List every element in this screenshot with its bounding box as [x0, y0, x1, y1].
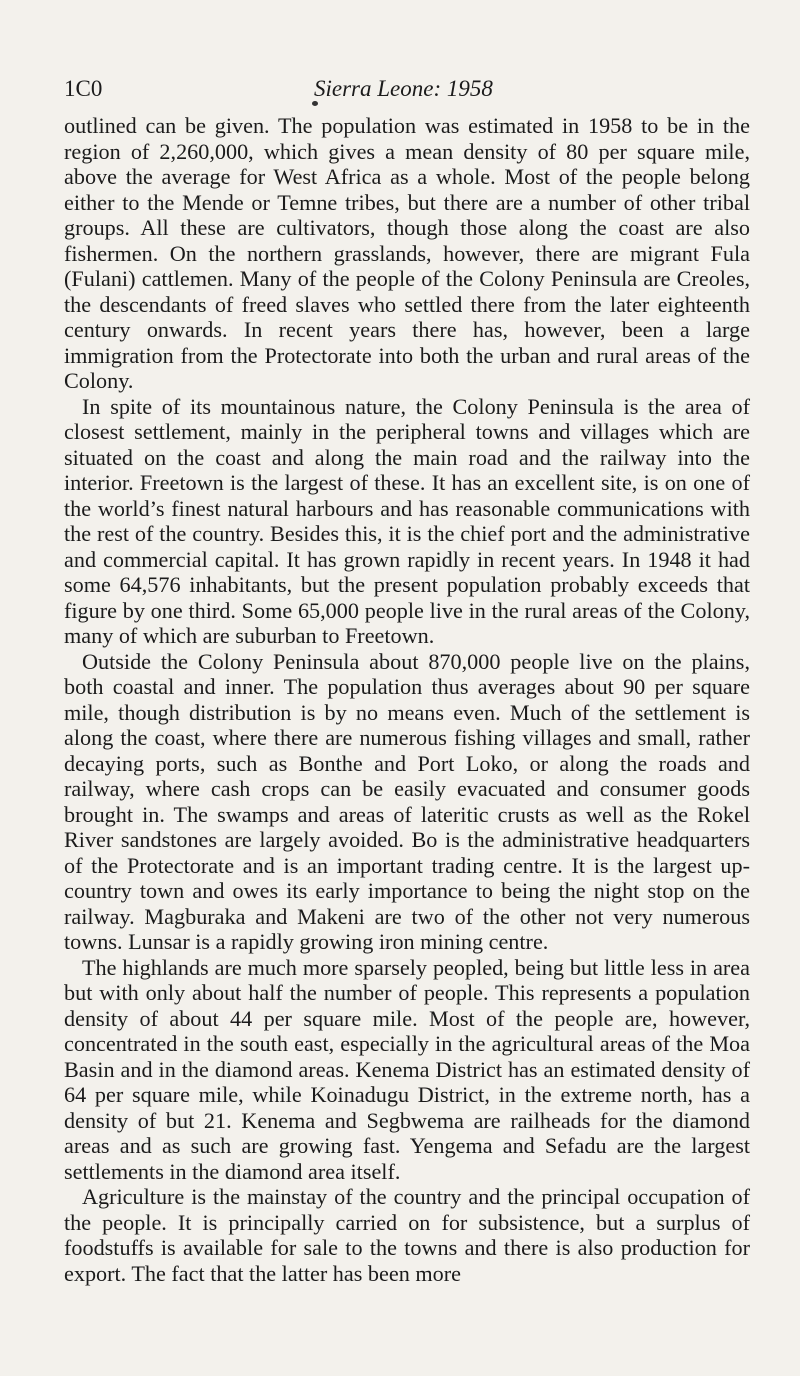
body-text: [64, 113, 750, 1286]
paragraph-colony-peninsula: In spite of its mountainous nature, the Colony Peninsula is the area of closest settlement, mainly in the peripheral towns and villages which are situated on the coast and along the main road and the railway into the interior. Freetown is the largest of these. It has an excellent site, is on one of the world’s finest natural harbours and has reasonable communications with the rest of the country. Besides this, it is the chief port and the administrative and commercial capital. It has grown rapidly in recent years. In 1948 it had some 64,576 inhabitants, but the present population probably exceeds that figure by one third. Some 65,000 people live in the rural areas of the Colony, many of which are suburban to Freetown.: [64, 393, 750, 648]
page-number: 1C0: [64, 76, 103, 101]
paragraph-agriculture: Agriculture is the mainstay of the country and the principal occupation of the people. It is principally carried on for subsistence, but a surplus of foodstuffs is available for sale to the towns and there is also production for export. The fact that the latter has been more: [64, 1184, 750, 1286]
paragraph-plains: Outside the Colony Peninsula about 870,000 people live on the plains, both coastal and inner. The population thus averages about 90 per square mile, though distribution is by no means even. Much of the settlement is along the coast, where there are numerous fishing villages and small, rather decaying ports, such as Bonthe and Port Loko, or along the roads and railway, where cash crops can be easily evacuated and consumer goods brought in. The swamps and areas of lateritic crusts as well as the Rokel River sandstones are largely avoided. Bo is the administrative headquarters of the Protectorate and is an important trading centre. It is the largest up-country town and owes its early importance to being the night stop on the railway. Magburaka and Makeni are two of the other not very numerous towns. Lunsar is a rapidly growing iron mining centre.: [64, 648, 750, 954]
running-title: Sierra Leone: 1958: [314, 76, 493, 101]
print-speck: [312, 101, 318, 106]
paragraph-population: outlined can be given. The population was estimated in 1958 to be in the region of 2,260,000, which gives a mean density of 80 per square mile, above the average for West Africa as a whole. Most of the people belong either to the Mende or Temne tribes, but there are a number of other tribal groups. All these are cultivators, though those along the coast are also fishermen. On the northern grasslands, however, there are migrant Fula (Fulani) cattlemen. Many of the people of the Colony Peninsula are Creoles, the descendants of freed slaves who settled there from the later eighteenth century onwards. In recent years there has, however, been a large immigration from the Protectorate into both the urban and rural areas of the Colony.: [64, 113, 750, 393]
running-head: [64, 74, 750, 104]
paragraph-highlands: The highlands are much more sparsely peopled, being but little less in area but with only about half the number of people. This represents a population density of about 44 per square mile. Most of the people are, however, concentrated in the south east, especially in the agricultural areas of the Moa Basin and in the diamond areas. Kenema District has an estimated density of 64 per square mile, while Koinadugu District, in the extreme north, has a density of but 21. Kenema and Segbwema are railheads for the diamond areas and as such are growing fast. Yengema and Sefadu are the largest settlements in the diamond area itself.: [64, 954, 750, 1184]
